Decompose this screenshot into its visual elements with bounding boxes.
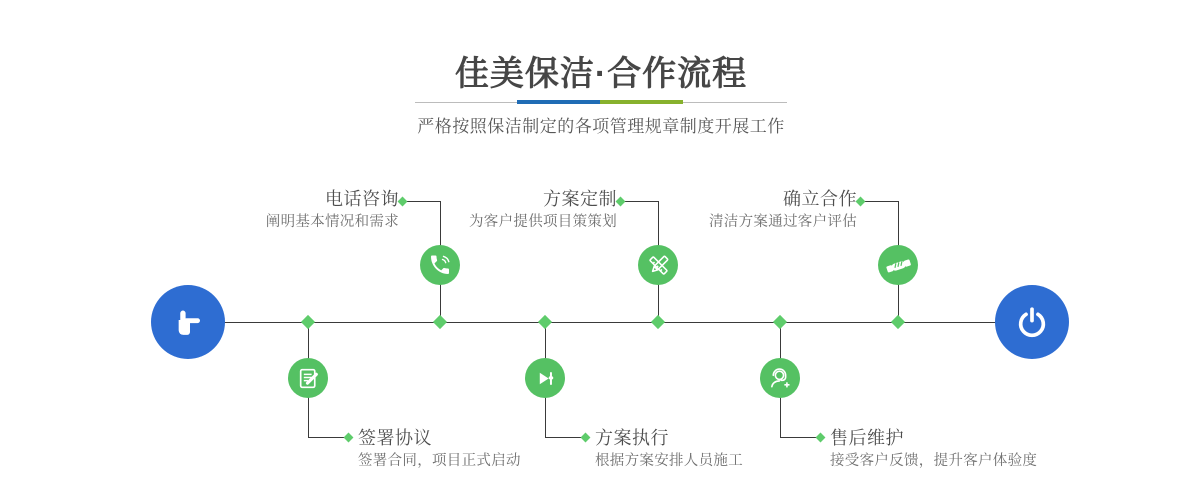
play-slider-icon	[533, 366, 558, 391]
step-label-phone	[266, 188, 399, 232]
page-title: 佳美保洁·合作流程	[454, 55, 748, 93]
diamond-marker	[581, 433, 591, 443]
step-desc: 根据方案安排人员施工	[595, 453, 743, 469]
diamond-marker	[301, 315, 315, 329]
pencil-ruler-icon	[646, 253, 671, 278]
step-circle-cooperation	[878, 245, 918, 285]
connector-line	[624, 201, 658, 202]
step-desc: 签署合同，项目正式启动	[358, 453, 521, 469]
step-circle-contract	[288, 358, 328, 398]
connector-line	[545, 437, 582, 438]
connector-line	[308, 437, 345, 438]
diamond-marker	[616, 197, 626, 207]
step-title: 方案定制	[543, 189, 617, 209]
step-title: 售后维护	[830, 428, 904, 448]
step-label-execution	[595, 427, 743, 471]
step-title: 方案执行	[595, 428, 669, 448]
step-title: 确立合作	[783, 189, 857, 209]
step-desc: 接受客户反馈，提升客户体验度	[830, 453, 1038, 469]
step-label-plan	[469, 188, 617, 232]
connector-line	[780, 437, 817, 438]
diamond-marker	[856, 197, 866, 207]
divider-blue-segment	[517, 100, 600, 104]
step-label-aftersale	[830, 427, 1037, 471]
diamond-marker	[891, 315, 905, 329]
step-title: 签署协议	[358, 428, 432, 448]
step-label-cooperation	[709, 188, 857, 232]
timeline-line	[222, 322, 997, 323]
power-icon	[1015, 305, 1049, 339]
diamond-marker	[398, 197, 408, 207]
step-desc: 阐明基本情况和需求	[265, 214, 399, 230]
handshake-icon	[885, 252, 912, 279]
step-circle-plan	[638, 245, 678, 285]
connector-line	[406, 201, 440, 202]
diamond-marker	[773, 315, 787, 329]
start-circle	[151, 285, 225, 359]
diamond-marker	[651, 315, 665, 329]
divider-green-segment	[600, 100, 683, 104]
step-title: 电话咨询	[325, 189, 399, 209]
diamond-marker	[816, 433, 826, 443]
contract-pen-icon	[296, 366, 321, 391]
step-circle-phone	[420, 245, 460, 285]
step-desc: 为客户提供项目策策划	[469, 214, 617, 230]
step-desc: 清洁方案通过客户评估	[709, 214, 857, 230]
connector-line	[864, 201, 898, 202]
end-circle	[995, 285, 1069, 359]
diamond-marker	[344, 433, 354, 443]
pointing-hand-icon	[172, 306, 204, 338]
step-circle-execution	[525, 358, 565, 398]
diamond-marker	[433, 315, 447, 329]
headset-plus-icon	[767, 365, 793, 391]
page-subtitle: 严格按照保洁制定的各项管理规章制度开展工作	[417, 117, 785, 136]
step-label-contract	[358, 427, 521, 471]
phone-icon	[428, 253, 452, 277]
diamond-marker	[538, 315, 552, 329]
step-circle-aftersale	[760, 358, 800, 398]
